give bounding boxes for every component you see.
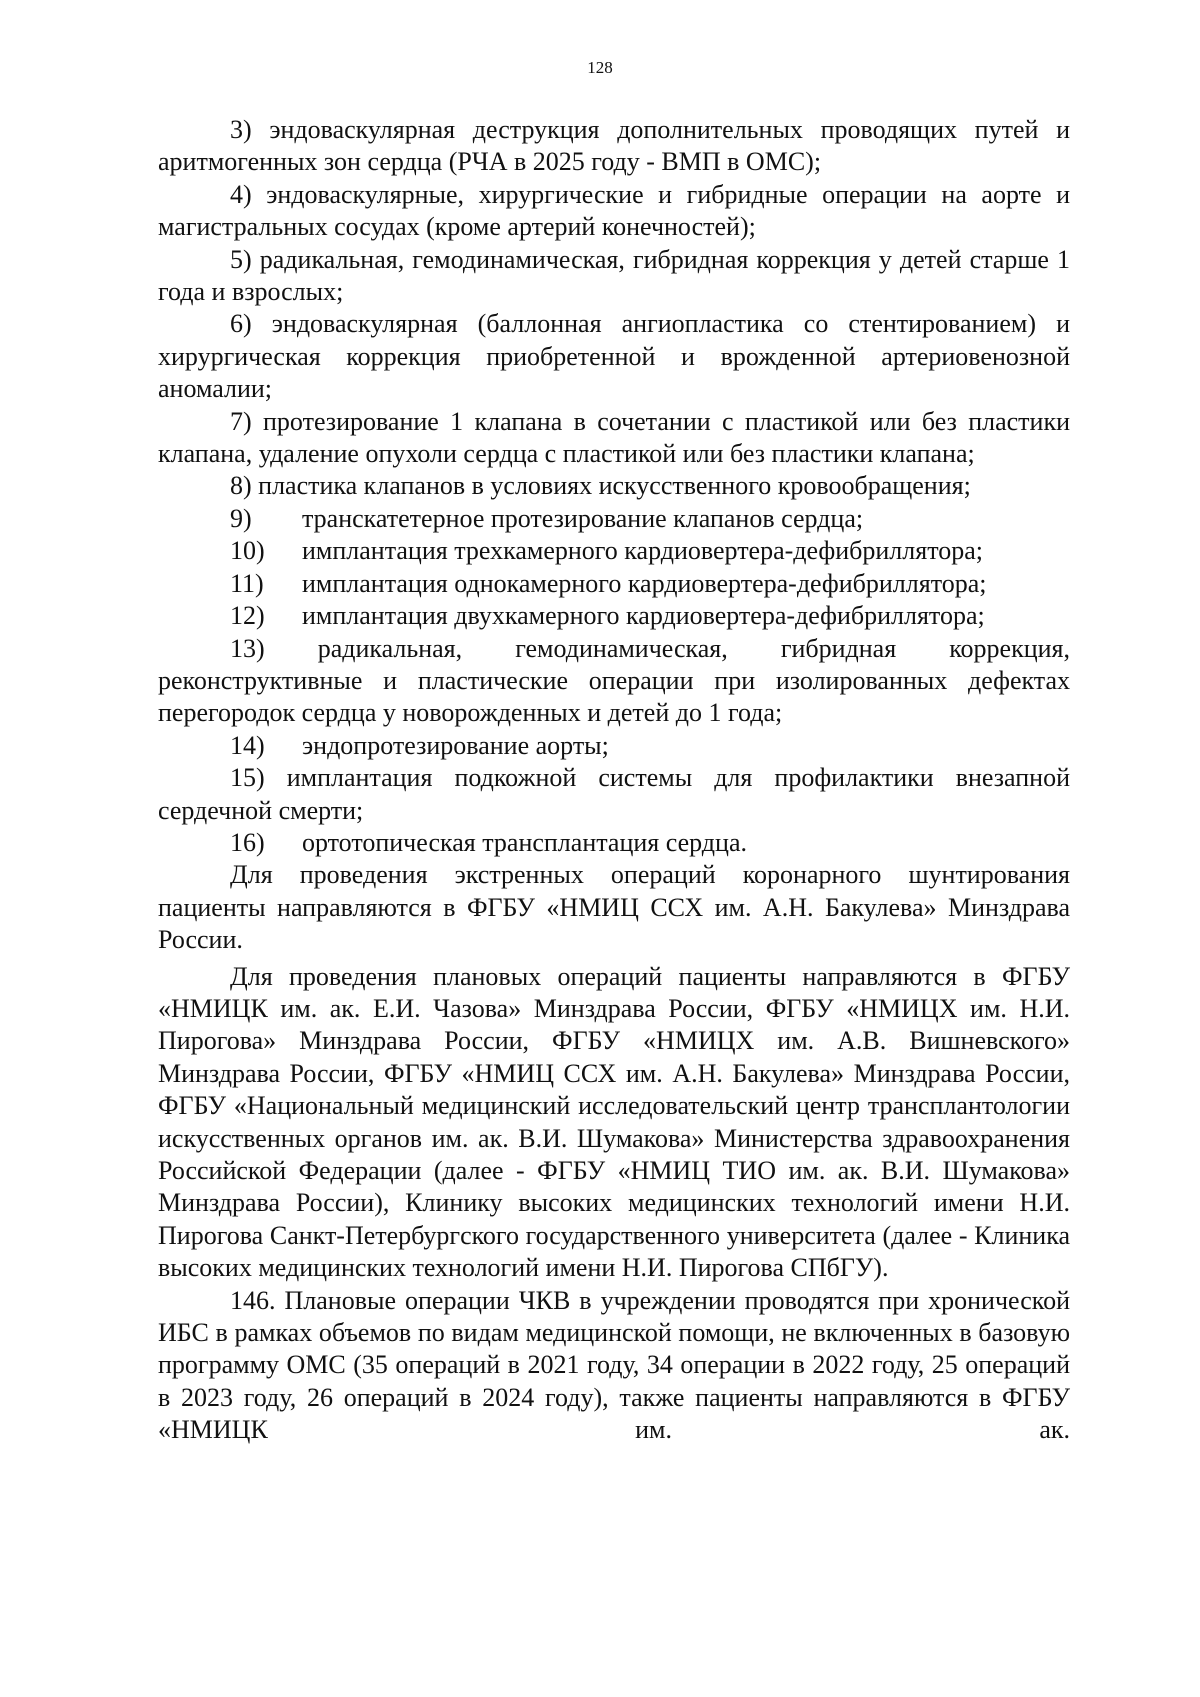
paragraph-8: 8) пластика клапанов в условиях искусственного кровообращения; xyxy=(230,471,971,501)
list-item-10 xyxy=(158,535,1070,567)
list-item-14 xyxy=(158,730,1070,762)
list-item-number: 14) xyxy=(230,730,265,760)
list-item-9 xyxy=(158,503,1070,535)
list-item-text: транскатетерное протезирование клапанов сердца; xyxy=(302,503,864,533)
list-item-number: 12) xyxy=(230,601,265,631)
list-item-text: имплантация двухкамерного кардиовертера-дефибриллятора; xyxy=(302,601,985,631)
list-item-number: 9) xyxy=(230,503,252,533)
document-body xyxy=(158,114,1070,1447)
paragraph-15: 15) имплантация подкожной системы для профилактики внезапной сердечной смерти; xyxy=(158,763,1070,825)
list-item-11 xyxy=(158,568,1070,600)
paragraph-emergency-operations: Для проведения экстренных операций коронарного шунтирования пациенты направляются в ФГБУ «НМИЦ ССХ им. А.Н. Бакулева» Минздрава России. xyxy=(158,860,1070,955)
paragraph-4: 4) эндоваскулярные, хирургические и гибридные операции на аорте и магистральных сосудах (кроме артерий конечностей); xyxy=(158,179,1070,242)
page-number: 128 xyxy=(587,58,613,77)
list-item-text: имплантация однокамерного кардиовертера-дефибриллятора; xyxy=(302,568,987,598)
paragraph-5: 5) радикальная, гемодинамическая, гибридная коррекция у детей старше 1 года и взрослых; xyxy=(158,244,1070,307)
paragraph-3: 3) эндоваскулярная деструкция дополнительных проводящих путей и аритмогенных зон сердца (РЧА в 2025 году - ВМП в ОМС); xyxy=(158,115,1070,177)
list-item-text: ортотопическая трансплантация сердца. xyxy=(302,827,747,857)
list-item-12 xyxy=(158,600,1070,632)
paragraph-146: 146. Плановые операции ЧКВ в учреждении проводятся при хронической ИБС в рамках объемов по видам медицинской помощи, не включенных в базовую программу ОМС (35 операций в 2021 году, 34 операции в 2022 году, 25 операций в 2023 году, 26 операций в 2024 году), также пациенты направляются в ФГБУ «НМИЦК им. ак. xyxy=(158,1285,1070,1445)
list-item-number: 10) xyxy=(230,536,265,566)
paragraph-7: 7) протезирование 1 клапана в сочетании с пластикой или без пластики клапана, удаление опухоли сердца с пластикой или без пластики клапана; xyxy=(158,406,1070,469)
list-item-number: 11) xyxy=(230,568,264,598)
paragraph-planned-operations: Для проведения плановых операций пациенты направляются в ФГБУ «НМИЦК им. ак. Е.И. Чазова» Минздрава России, ФГБУ «НМИЦХ им. Н.И. Пирогова» Минздрава России, ФГБУ «НМИЦХ им. А.В. Вишневского» Минздрава России, ФГБУ «НМИЦ ССХ им. А.Н. Бакулева» Минздрава России, ФГБУ «Национальный медицинский исследовательский центр трансплантологии искусственных органов им. ак. В.И. Шумакова» Министерства здравоохранения Российской Федерации (далее - ФГБУ «НМИЦ ТИО им. ак. В.И. Шумакова» Минздрава России), Клинику высоких медицинских технологий имени Н.И. Пирогова Санкт-Петербургского государственного университета (далее - Клиника высоких медицинских технологий имени Н.И. Пирогова СПбГУ). xyxy=(158,961,1070,1283)
list-item-number: 16) xyxy=(230,827,265,857)
list-item-16 xyxy=(158,827,1070,859)
list-item-text: эндопротезирование аорты; xyxy=(302,730,609,760)
paragraph-13: 13) радикальная, гемодинамическая, гибридная коррекция, реконструктивные и пластические операции при изолированных дефектах перегородок сердца у новорожденных и детей до 1 года; xyxy=(158,633,1070,728)
list-item-text: имплантация трехкамерного кардиовертера-дефибриллятора; xyxy=(302,536,983,566)
paragraph-6: 6) эндоваскулярная (баллонная ангиопластика со стентированием) и хирургическая коррекция приобретенной и врожденной артериовенозной аномалии; xyxy=(158,309,1070,404)
